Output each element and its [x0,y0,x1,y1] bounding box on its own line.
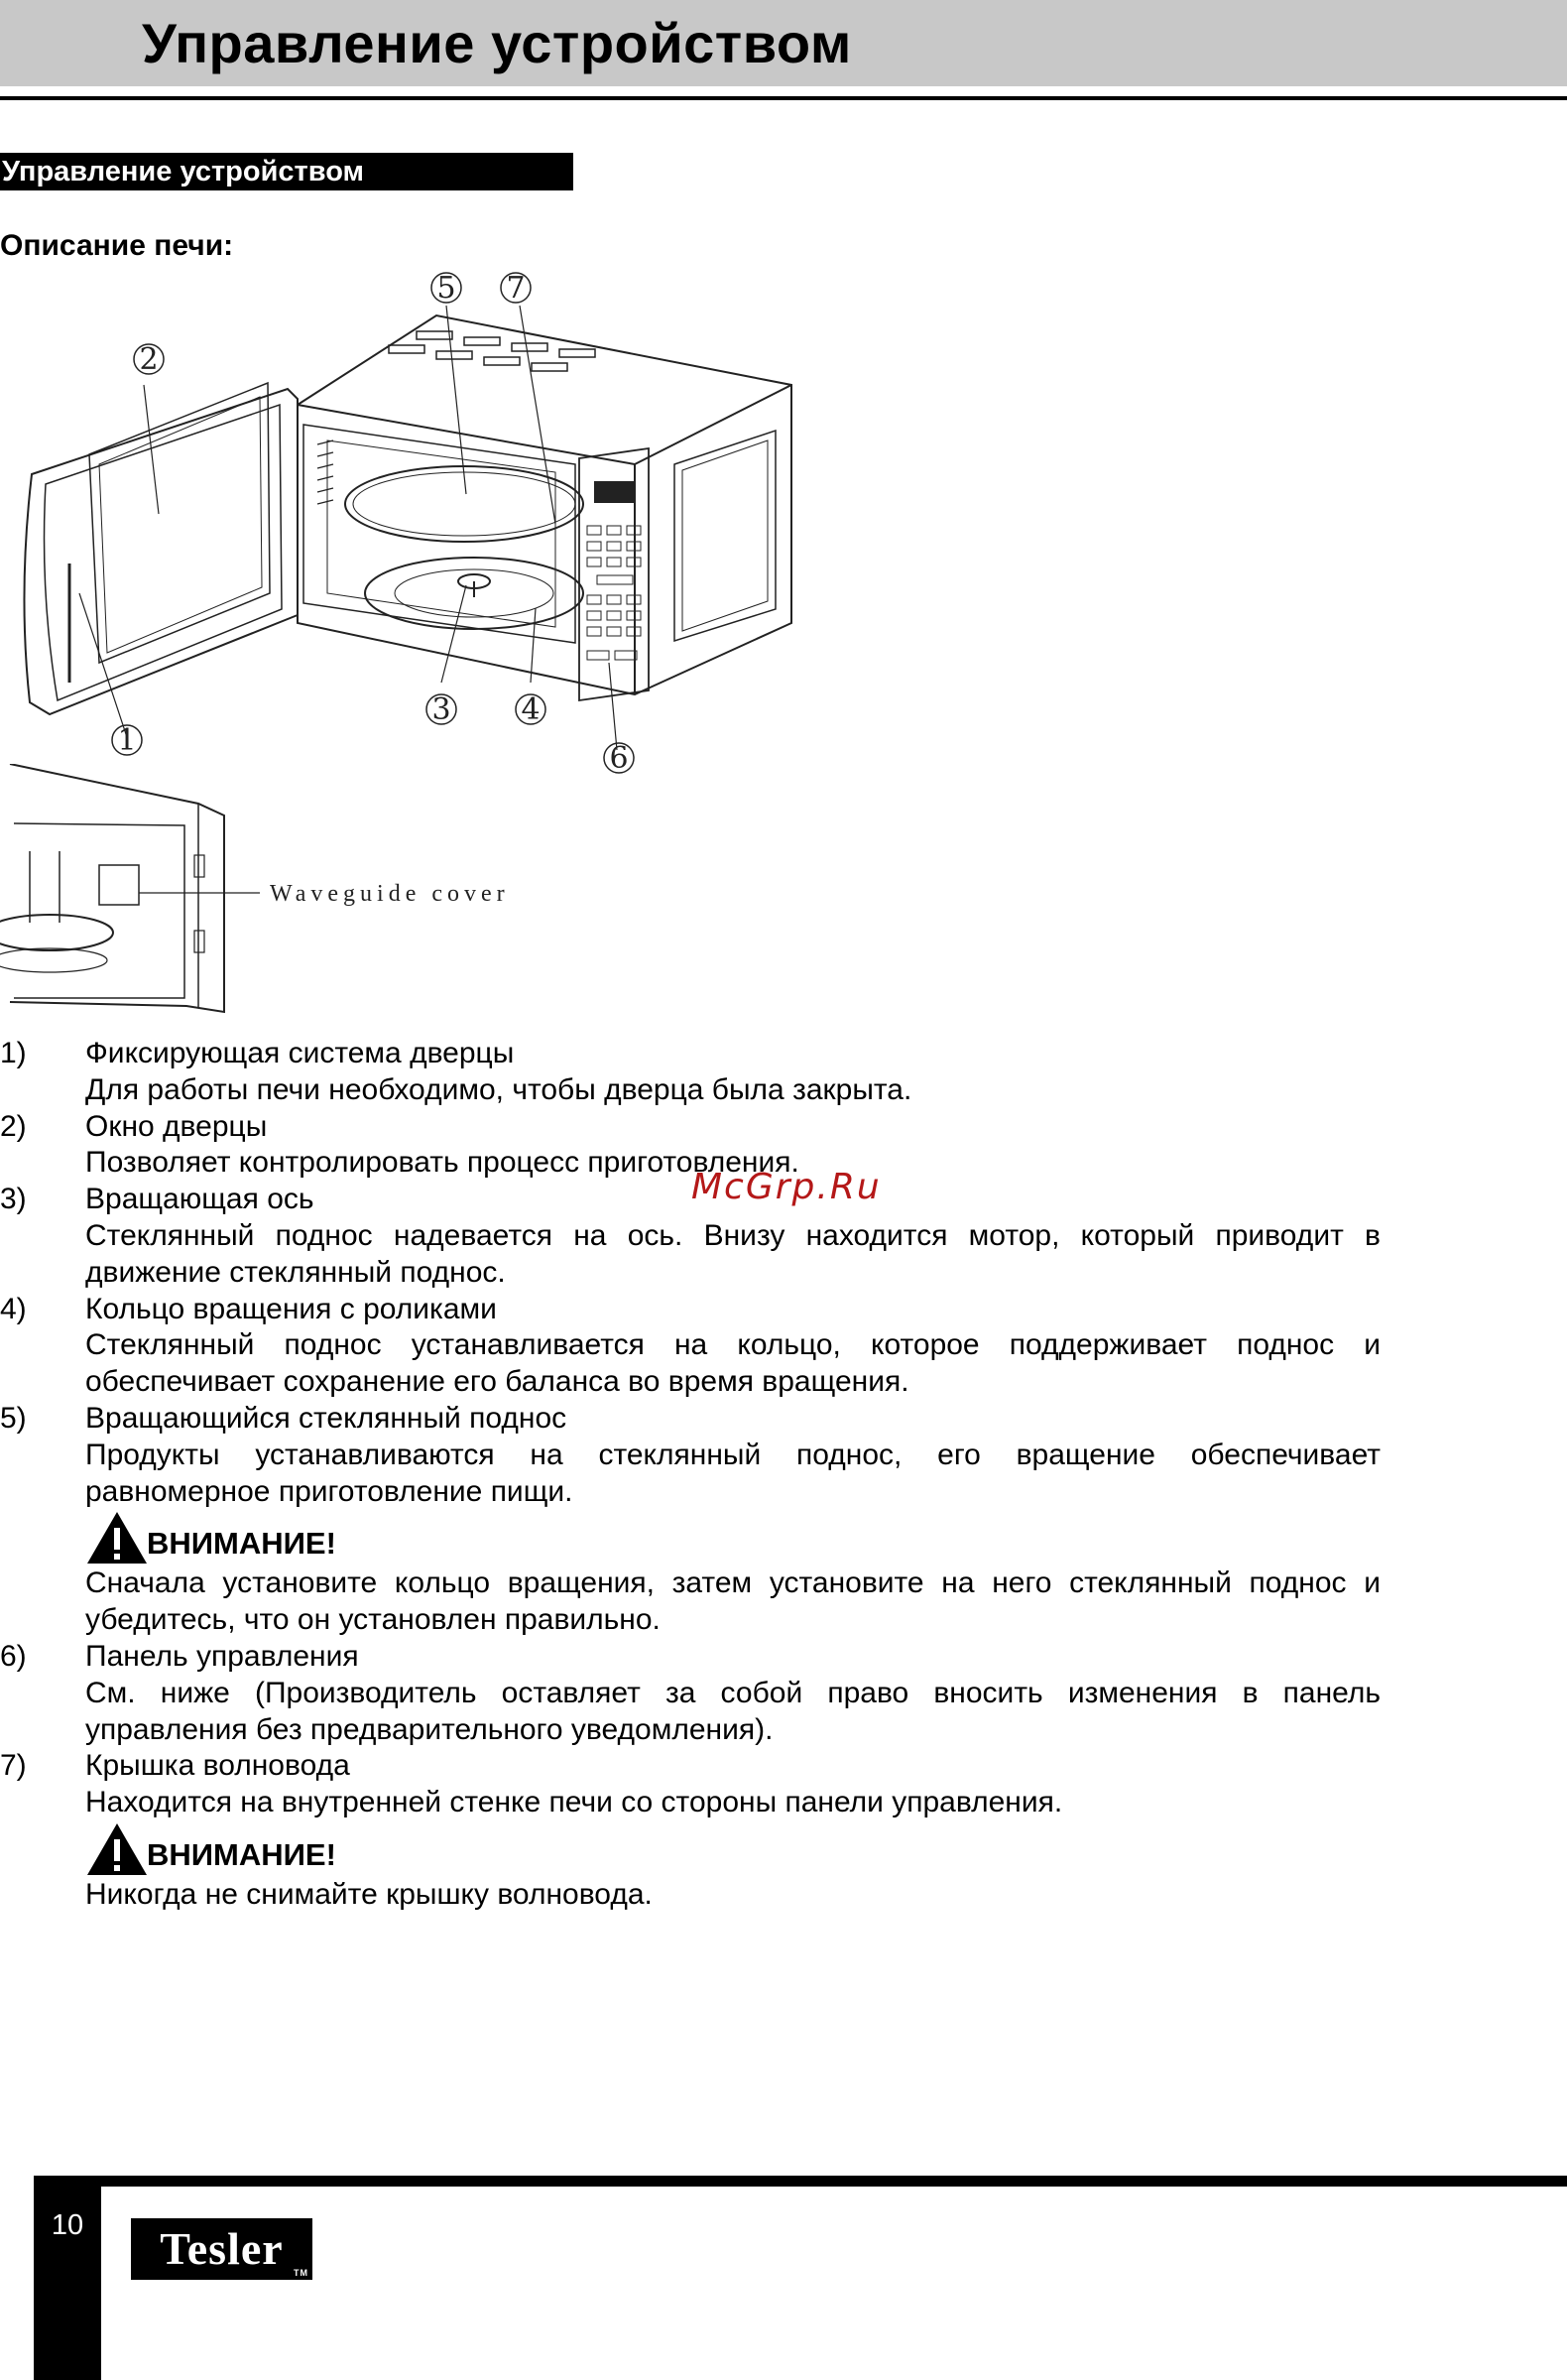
item-number: 4) [0,1292,27,1325]
item-description: См. ниже (Производитель оставляет за собой право вносить изменения в панель управления без предварительного уведомления). [85,1676,1381,1746]
item-number: 1) [0,1037,27,1069]
waveguide-diagram [0,764,516,1027]
item-description: Стеклянный поднос надевается на ось. Внизу находится мотор, который приводит в движение стеклянный поднос. [85,1218,1381,1289]
list-item [0,1182,1381,1291]
item-title: Панель управления [85,1639,359,1673]
item-title: Крышка волновода [85,1749,350,1783]
warning-title: ВНИМАНИЕ! [147,1836,336,1872]
list-item [0,1109,1381,1183]
footer-divider [34,2176,1567,2187]
warning-text: Никогда не снимайте крышку волновода. [85,1877,653,1911]
item-title: Вращающийся стеклянный поднос [85,1401,567,1435]
footer-stripe [34,2176,101,2380]
list-item [0,1401,1381,1510]
callout-1: 1 [117,723,137,758]
section-title-bar [0,153,573,190]
item-description: Позволяет контролировать процесс приготовления. [85,1146,799,1180]
item-description: Находится на внутренней стенке печи со стороны панели управления. [85,1786,1063,1819]
callout-2: 2 [139,342,159,377]
page-title: Управление устройством [142,12,852,74]
warning-block [85,1821,1381,1914]
tesler-logo [131,2218,312,2280]
warning-block [85,1510,1381,1639]
item-number: 6) [0,1639,27,1673]
callout-4: 4 [521,692,541,727]
item-number: 5) [0,1401,27,1435]
item-title: Фиксирующая система дверцы [85,1037,515,1069]
list-item [0,1036,1381,1109]
list-item [0,1639,1381,1748]
top-vents [389,331,595,371]
callout-7: 7 [506,271,526,306]
item-description: Стеклянный поднос устанавливается на кольцо, которое поддерживает поднос и обеспечивает сохранение его баланса во время вращения. [85,1328,1381,1399]
item-title: Окно дверцы [85,1109,268,1143]
microwave-diagram [0,266,813,787]
callout-5: 5 [436,271,456,306]
oven-cabinet [298,315,791,694]
list-item [0,1292,1381,1401]
page-number: 10 [51,2209,84,2241]
logo-text: Tesler [160,2223,284,2274]
waveguide-cover [99,865,139,905]
component-list [0,1036,1381,1914]
warning-text: Сначала установите кольцо вращения, затем установите на него стеклянный поднос и убедитесь, что он установлен правильно. [85,1566,1381,1637]
item-title: Кольцо вращения с роликами [85,1292,497,1325]
oven-description-heading: Описание печи: [0,229,234,262]
waveguide-label: Waveguide cover [270,881,510,907]
item-title: Вращающая ось [85,1183,314,1216]
callout-6: 6 [609,741,629,776]
logo-trademark: TM [294,2268,308,2278]
item-number: 3) [0,1183,27,1216]
warning-triangle-icon [85,1821,149,1877]
item-number: 7) [0,1749,27,1783]
warning-title: ВНИМАНИЕ! [147,1526,336,1562]
watermark: McGrp.Ru [691,1167,882,1207]
item-description: Продукты устанавливаются на стеклянный поднос, его вращение обеспечивает равномерное приготовление пищи. [85,1438,1381,1508]
header-divider [0,96,1567,100]
item-number: 2) [0,1109,27,1143]
item-description: Для работы печи необходимо, чтобы дверца была закрыта. [85,1072,912,1106]
warning-triangle-icon [85,1510,149,1566]
section-title: Управление устройством [2,156,364,188]
oven-door [24,389,298,714]
callout-3: 3 [431,692,451,727]
list-item [0,1748,1381,1821]
